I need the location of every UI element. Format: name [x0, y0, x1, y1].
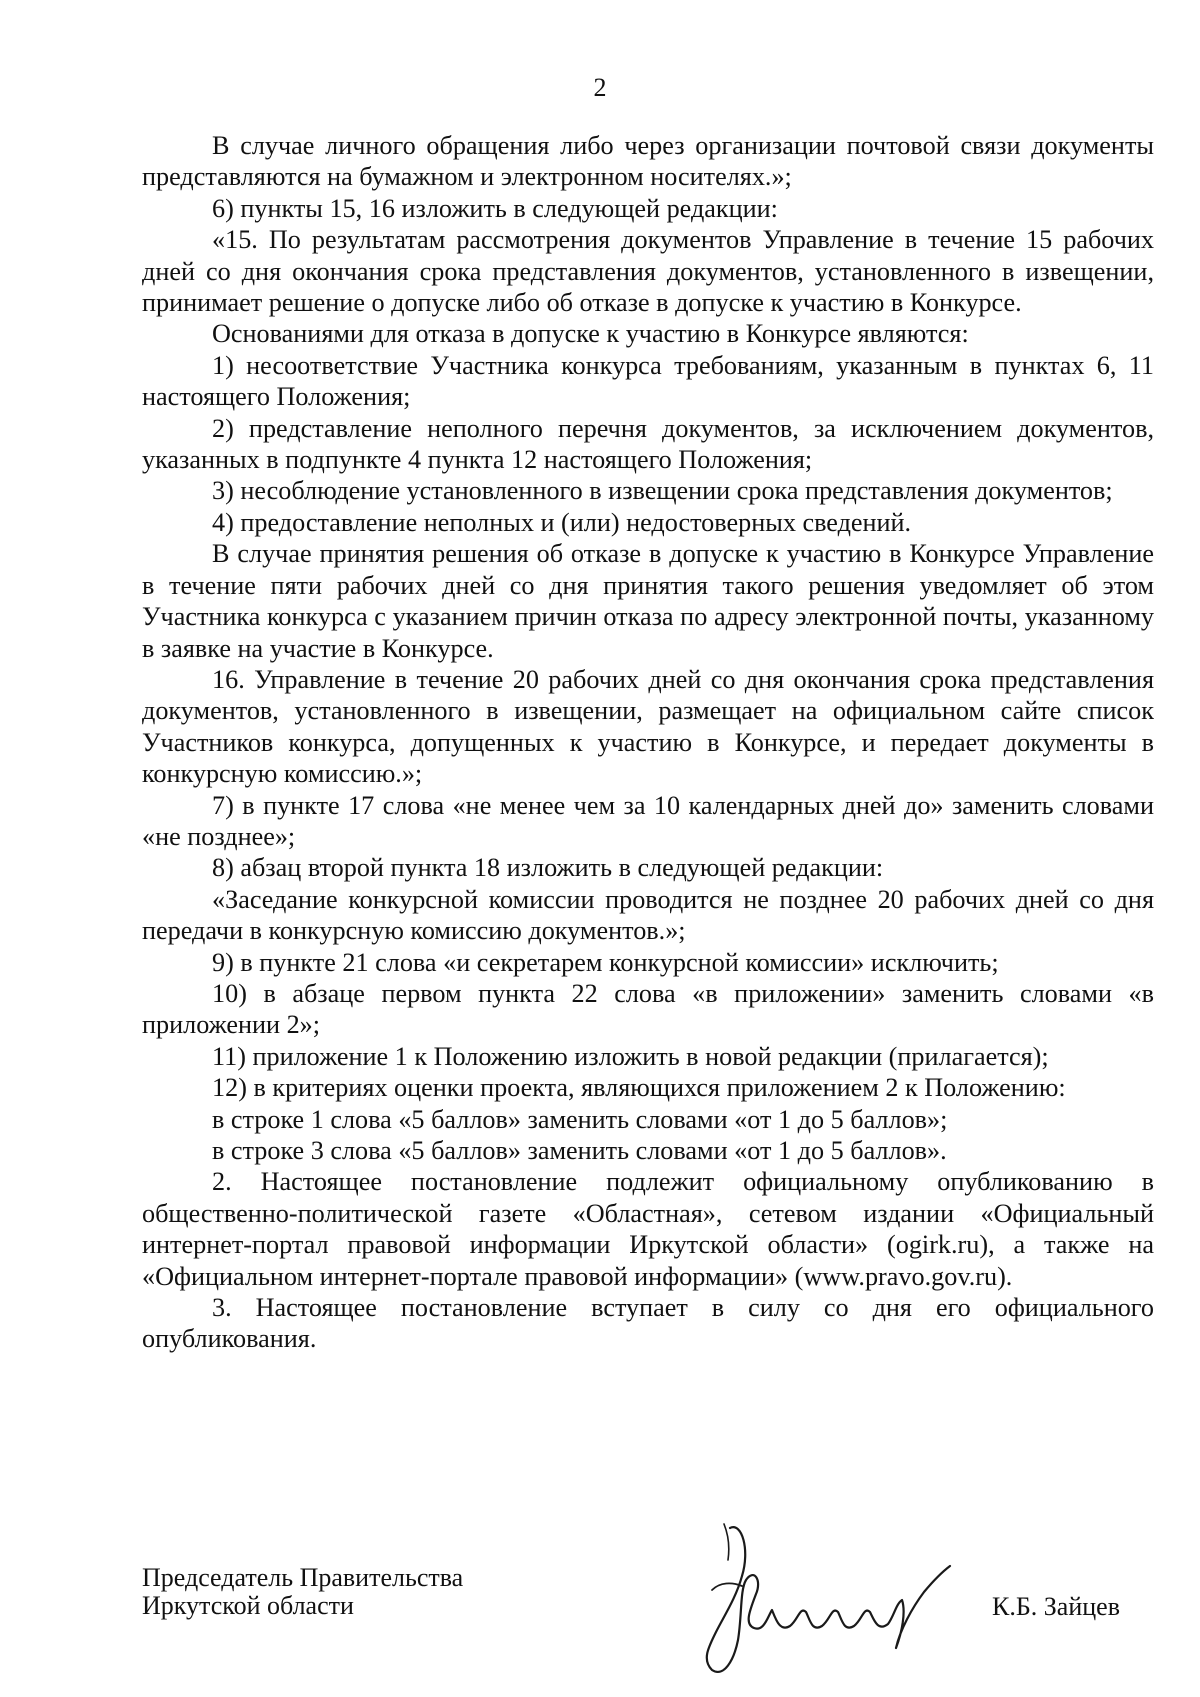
- paragraph: В случае личного обращения либо через организации почтовой связи документы представляются на бумажном и электронном носителях.»;: [142, 131, 1154, 192]
- paragraph: 3. Настоящее постановление вступает в силу со дня его официального опубликования.: [142, 1293, 1154, 1354]
- paragraph: «15. По результатам рассмотрения документов Управление в течение 15 рабочих дней со дня окончания срока представления документов, установленного в извещении, принимает решение о допуске либо об отказе в допуске к участию в Конкурсе.: [142, 225, 1154, 318]
- signer-position: [142, 1564, 463, 1620]
- handwritten-signature: [672, 1520, 952, 1680]
- paragraph: 16. Управление в течение 20 рабочих дней со дня окончания срока представления документов, установленного в извещении, размещает на официальном сайте список Участников конкурса, допущенных к участию в Конкурсе, и передает документы в конкурсную комиссию.»;: [142, 664, 1154, 789]
- paragraph: 12) в критериях оценки проекта, являющихся приложением 2 к Положению:: [212, 1073, 1066, 1103]
- paragraph: 9) в пункте 21 слова «и секретарем конкурсной комиссии» исключить;: [212, 947, 999, 977]
- paragraph: в строке 1 слова «5 баллов» заменить словами «от 1 до 5 баллов»;: [212, 1104, 948, 1134]
- paragraph: в строке 3 слова «5 баллов» заменить словами «от 1 до 5 баллов».: [212, 1136, 947, 1165]
- document-body: [142, 130, 1154, 1355]
- paragraph: В случае принятия решения об отказе в допуске к участию в Конкурсе Управление в течение пяти рабочих дней со дня принятия такого решения уведомляет об этом Участника конкурса с указанием причин отказа по адресу электронной почты, указанному в заявке на участие в Конкурсе.: [142, 539, 1154, 663]
- paragraph: 10) в абзаце первом пункта 22 слова «в приложении» заменить словами «в приложении 2»;: [142, 978, 1154, 1040]
- signer-position-line: Иркутской области: [142, 1591, 354, 1620]
- paragraph: Основаниями для отказа в допуске к участию в Конкурсе являются:: [212, 319, 969, 349]
- paragraph: 2. Настоящее постановление подлежит официальному опубликованию в общественно-политической газете «Областная», сетевом издании «Официальный интернет-портал правовой информации Иркутской области» (ogirk.ru), а также на «Официальном интернет-портале правовой информации» (www.pravo.gov.ru).: [142, 1167, 1154, 1291]
- paragraph: 2) представление неполного перечня документов, за исключением документов, указанных в подпункте 4 пункта 12 настоящего Положения;: [142, 413, 1154, 475]
- paragraph: 8) абзац второй пункта 18 изложить в следующей редакции:: [212, 853, 884, 883]
- page-number: 2: [593, 73, 607, 102]
- paragraph: 7) в пункте 17 слова «не менее чем за 10 календарных дней до» заменить словами «не позднее»;: [142, 790, 1154, 851]
- paragraph: 4) предоставление неполных и (или) недостоверных сведений.: [212, 507, 912, 537]
- paragraph: «Заседание конкурсной комиссии проводится не позднее 20 рабочих дней со дня передачи в конкурсную комиссию документов.»;: [142, 884, 1154, 946]
- signer-name: К.Б. Зайцев: [992, 1592, 1120, 1621]
- paragraph: 6) пункты 15, 16 изложить в следующей редакции:: [212, 193, 778, 223]
- paragraph: 3) несоблюдение установленного в извещении срока представления документов;: [212, 476, 1113, 506]
- signer-position-line: Председатель Правительства: [142, 1563, 464, 1592]
- paragraph: 11) приложение 1 к Положению изложить в новой редакции (прилагается);: [212, 1041, 1049, 1071]
- paragraph: 1) несоответствие Участника конкурса требованиям, указанным в пунктах 6, 11 настоящего Положения;: [142, 350, 1154, 412]
